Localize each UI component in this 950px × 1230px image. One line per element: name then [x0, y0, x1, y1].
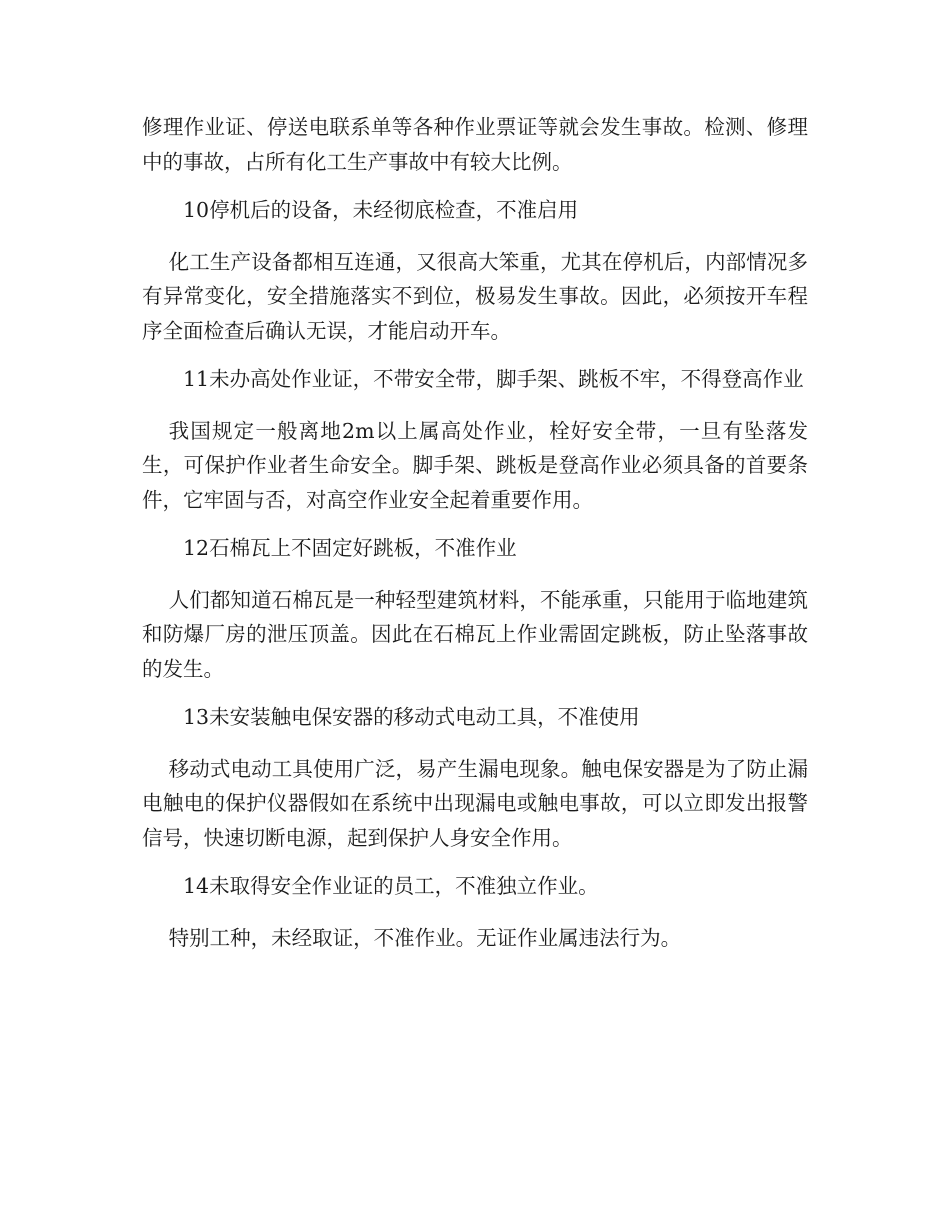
paragraph-13: 移动式电动工具使用广泛，易产生漏电现象。触电保安器是为了防止漏电触电的保护仪器假如在系统中出现漏电或触电事故，可以立即发出报警信号，快速切断电源，起到保护人身安全作用。: [142, 756, 808, 850]
paragraph-14: 特别工种，未经取证，不准作业。无证作业属违法行为。: [168, 925, 682, 950]
section-heading-14: 14未取得安全作业证的员工，不准独立作业。: [183, 874, 599, 898]
section-heading-11: 11未办高处作业证，不带安全带，脚手架、跳板不牢，不得登高作业: [183, 367, 804, 391]
section-heading-13: 13未安装触电保安器的移动式电动工具，不准使用: [183, 705, 640, 729]
section-heading-12: 12石棉瓦上不固定好跳板，不准作业: [183, 536, 517, 560]
paragraph-continuation: 修理作业证、停送电联系单等各种作业票证等就会发生事故。检测、修理中的事故，占所有化工生产事故中有较大比例。: [142, 115, 808, 174]
section-heading-10: 10停机后的设备，未经彻底检查，不准启用: [183, 198, 579, 222]
document-body: [142, 110, 808, 955]
paragraph-10: 化工生产设备都相互连通，又很高大笨重，尤其在停机后，内部情况多有异常变化，安全措施落实不到位，极易发生事故。因此，必须按开车程序全面检查后确认无误，才能启动开车。: [142, 249, 808, 343]
paragraph-11: 我国规定一般离地2m以上属高处作业，栓好安全带，一旦有坠落发生，可保护作业者生命安全。脚手架、跳板是登高作业必须具备的首要条件，它牢固与否，对高空作业安全起着重要作用。: [142, 418, 808, 512]
paragraph-12: 人们都知道石棉瓦是一种轻型建筑材料，不能承重，只能用于临地建筑和防爆厂房的泄压顶盖。因此在石棉瓦上作业需固定跳板，防止坠落事故的发生。: [142, 587, 808, 681]
